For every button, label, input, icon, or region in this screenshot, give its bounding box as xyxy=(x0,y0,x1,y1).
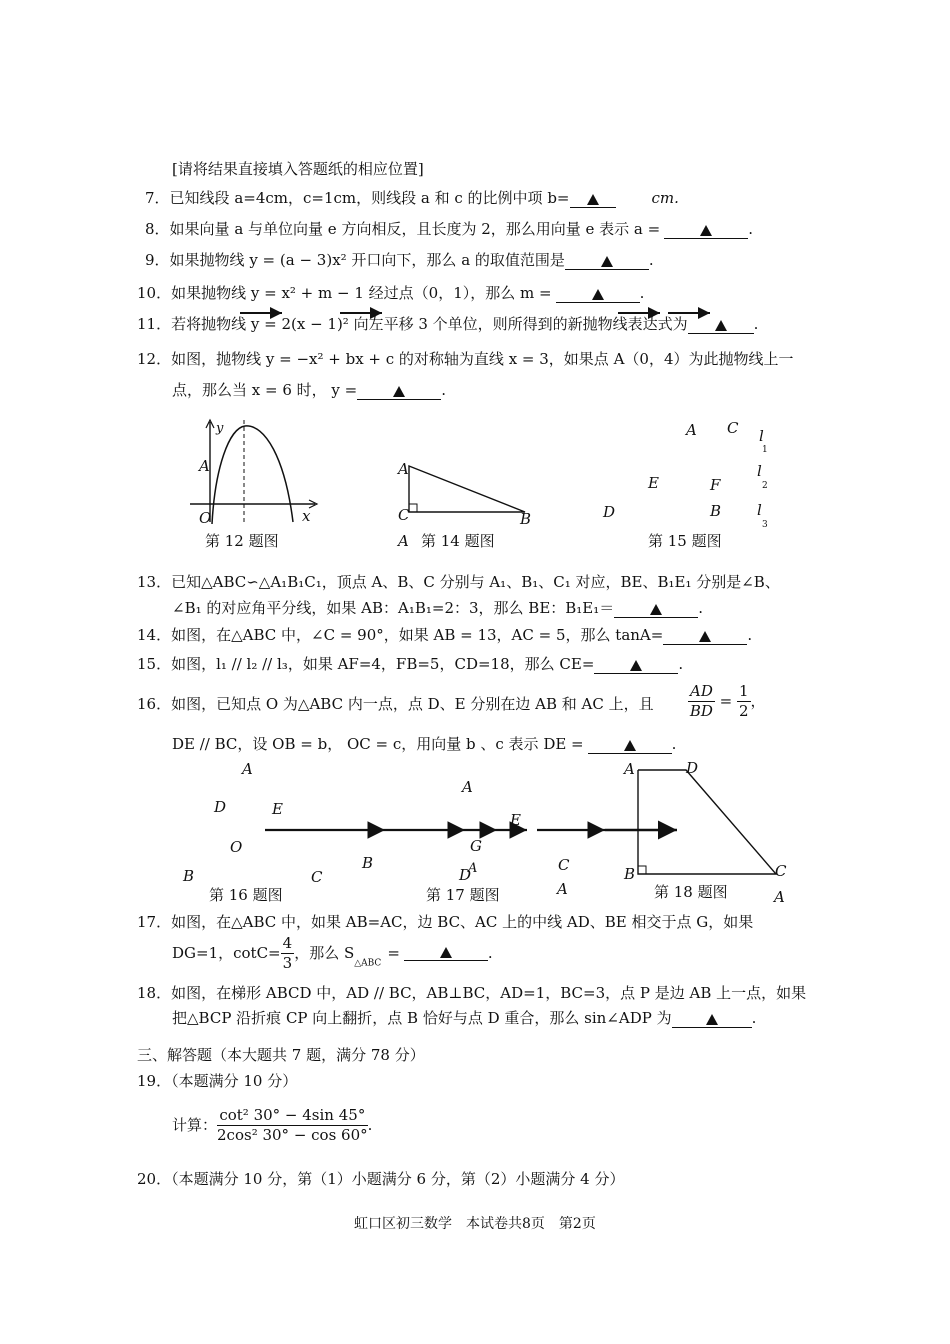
fraction-ad-bd: $\frac{AD}{BD}$ xyxy=(689,682,713,720)
fig18-label-c: C xyxy=(775,862,787,880)
figure-18-trapezoid xyxy=(630,759,785,880)
fig16-label-a: A xyxy=(242,760,253,778)
answer-blank-14[interactable] xyxy=(663,630,747,645)
question-16: 16．如图，已知点 O 为△ABC 内一点，点 D、E 分别在边 AB 和 AC 上，且 xyxy=(137,695,654,713)
fig18-label-a: A xyxy=(624,760,635,778)
fig17-caption: 第 17 题图 xyxy=(426,886,500,904)
fig18-label-a2: A xyxy=(774,888,785,906)
fig15-label-a: A xyxy=(686,421,697,439)
figure-14-right-triangle xyxy=(405,462,530,518)
vector-arrow-artifact xyxy=(265,822,685,838)
question-17-line2: DG=1，cotC= $\frac{4}{3}$ ，那么 $S_{\triangle ABC}=$ . xyxy=(172,934,493,972)
answer-blank-7[interactable] xyxy=(570,193,616,208)
answer-blank-18[interactable] xyxy=(672,1013,752,1028)
answer-blank-11[interactable] xyxy=(688,319,754,334)
question-9: 9．如果抛物线 y = (a − 3)x² 开口向下，那么 a 的取值范围是 . xyxy=(145,251,654,269)
vector-arrows-artifact xyxy=(240,307,780,319)
question-18-line2: 把△BCP 沿折痕 CP 向上翻折，点 B 恰好与点 D 重合，那么 sin∠ADP 为 . xyxy=(172,1009,757,1027)
fig17-label-c: C xyxy=(558,856,570,874)
fig17-label-e: E xyxy=(510,811,521,829)
answer-mark-icon xyxy=(630,660,642,671)
question-7: 7．已知线段 a=4cm，c=1cm，则线段 a 和 c 的比例中项 b= cm. xyxy=(145,189,679,207)
fig15-caption: 第 15 题图 xyxy=(648,532,722,550)
question-16-ratio: $\frac{AD}{BD}$ = $\frac{1}{2}$ ， xyxy=(689,682,766,720)
answer-mark-icon xyxy=(592,289,604,300)
fig15-label-d: D xyxy=(603,503,616,521)
fig14-label-c: C xyxy=(398,506,410,524)
fig15-label-l2: l xyxy=(757,462,762,480)
fig17-label-a3: A xyxy=(557,880,568,898)
answer-blank-13[interactable] xyxy=(614,603,698,618)
page-footer: 虹口区初三数学 本试卷共8页 第2页 xyxy=(354,1216,596,1232)
fig14-caption: 第 14 题图 xyxy=(421,532,495,550)
fig12-label-a: A xyxy=(199,457,210,475)
question-15: 15．如图，l₁ // l₂ // l₃，如果 AF=4，FB=5，CD=18，那么 CE= . xyxy=(137,655,684,673)
fig18-caption: 第 18 题图 xyxy=(654,883,728,901)
question-10: 10．如果抛物线 y = x² + m − 1 经过点（0，1），那么 m = . xyxy=(137,284,645,302)
answer-mark-icon xyxy=(440,947,452,958)
question-8: 8．如果向量 a 与单位向量 e 方向相反，且长度为 2，那么用向量 e 表示 a = . xyxy=(145,220,753,238)
fig12-caption: 第 12 题图 xyxy=(205,532,279,550)
answer-mark-icon xyxy=(601,256,613,267)
answer-mark-icon xyxy=(700,225,712,236)
answer-blank-12[interactable] xyxy=(357,385,441,400)
question-12: 12．如图，抛物线 y = −x² + bx + c 的对称轴为直线 x = 3，如果点 A（0，4）为此抛物线上一 xyxy=(137,350,794,368)
answer-mark-icon xyxy=(699,631,711,642)
fig14-label-a: A xyxy=(398,460,409,478)
fig16-label-b: B xyxy=(183,867,195,885)
question-13: 13．已知△ABC∽△A₁B₁C₁，顶点 A、B、C 分别与 A₁、B₁、C₁ 对应，BE、B₁E₁ 分别是∠B、 xyxy=(137,573,780,591)
fig15-label-c: C xyxy=(727,419,739,437)
answer-blank-8[interactable] xyxy=(664,224,748,239)
fig15-label-e: E xyxy=(648,474,659,492)
answer-mark-icon xyxy=(715,320,727,331)
question-20-heading: 20．（本题满分 10 分，第（1）小题满分 6 分，第（2）小题满分 4 分） xyxy=(137,1170,625,1188)
answer-mark-icon xyxy=(706,1014,718,1025)
answer-mark-icon xyxy=(587,194,599,205)
fig16-caption: 第 16 题图 xyxy=(209,886,283,904)
fig16-label-e: E xyxy=(272,800,283,818)
answer-mark-icon xyxy=(624,740,636,751)
question-19-expression: 计算： $\frac{\text{cot² 30° − 4sin 45°}}{\text{2cos² 30° − cos 60°}}$ . xyxy=(172,1106,373,1144)
answer-mark-icon xyxy=(650,604,662,615)
fig15-sub-1: 1 xyxy=(762,445,768,455)
fig16-label-c: C xyxy=(311,868,323,886)
fig12-label-y: y xyxy=(216,421,224,436)
answer-mark-icon xyxy=(393,386,405,397)
answer-blank-9[interactable] xyxy=(565,255,649,270)
fig12-label-x: x xyxy=(302,507,311,525)
fig18-label-d: D xyxy=(686,759,699,777)
section-3-heading: 三、解答题（本大题共 7 题，满分 78 分） xyxy=(137,1046,425,1064)
answer-blank-16[interactable] xyxy=(588,739,672,754)
fig15-sub-3: 3 xyxy=(762,520,768,530)
fig15-sub-2: 2 xyxy=(762,481,768,491)
fig15-label-f: F xyxy=(710,476,721,494)
fig16-label-d: D xyxy=(214,798,227,816)
question-11: 11．若将抛物线 y = 2(x − 1)² 向左平移 3 个单位，则所得到的新抛物线表达式为 . xyxy=(137,315,759,333)
fig14-label-b: B xyxy=(520,510,532,528)
fraction-four-thirds: $\frac{4}{3}$ xyxy=(282,934,293,972)
fig17-label-g: G xyxy=(470,837,482,855)
fraction-trig-expression: $\frac{\text{cot² 30° − 4sin 45°}}{\text{2cos² 30° − cos 60°}}$ xyxy=(217,1106,368,1144)
fig16-label-o: O xyxy=(230,838,243,856)
question-14: 14．如图，在△ABC 中，∠C = 90°，如果 AB = 13，AC = 5，那么 tanA= . xyxy=(137,626,753,644)
fig15-label-l3: l xyxy=(757,501,762,519)
answer-blank-15[interactable] xyxy=(594,659,678,674)
fig18-label-b: B xyxy=(624,865,636,883)
fig15-label-l1: l xyxy=(759,427,764,445)
instruction-note: [请将结果直接填入答题纸的相应位置] xyxy=(172,160,424,178)
fraction-one-half: $\frac{1}{2}$ xyxy=(739,682,749,720)
answer-blank-10[interactable] xyxy=(556,288,640,303)
question-16-line2: DE // BC，设 OB = b， OC = c，用向量 b 、c 表示 DE = . xyxy=(172,735,677,753)
fig15-label-b: B xyxy=(710,502,722,520)
fig17-label-d: D xyxy=(459,866,472,884)
fig12-label-o: O xyxy=(199,509,212,527)
answer-blank-17[interactable] xyxy=(404,946,488,961)
fig14-label-a2: A xyxy=(398,532,409,550)
question-18: 18．如图，在梯形 ABCD 中，AD // BC，AB⊥BC，AD=1，BC=3，点 P 是边 AB 上一点，如果 xyxy=(137,984,807,1002)
question-13-line2: ∠B₁ 的对应角平分线，如果 AB：A₁B₁=2：3，那么 BE：B₁E₁＝ . xyxy=(172,599,704,617)
question-12-line2: 点，那么当 x = 6 时， y = . xyxy=(172,381,447,399)
question-17: 17．如图，在△ABC 中，如果 AB=AC，边 BC、AC 上的中线 AD、BE 相交于点 G，如果 xyxy=(137,913,754,931)
question-19-heading: 19．（本题满分 10 分） xyxy=(137,1072,298,1090)
fig17-label-a2: A xyxy=(468,861,478,876)
fig17-label-b: B xyxy=(362,854,374,872)
fig17-label-a: A xyxy=(462,778,473,796)
